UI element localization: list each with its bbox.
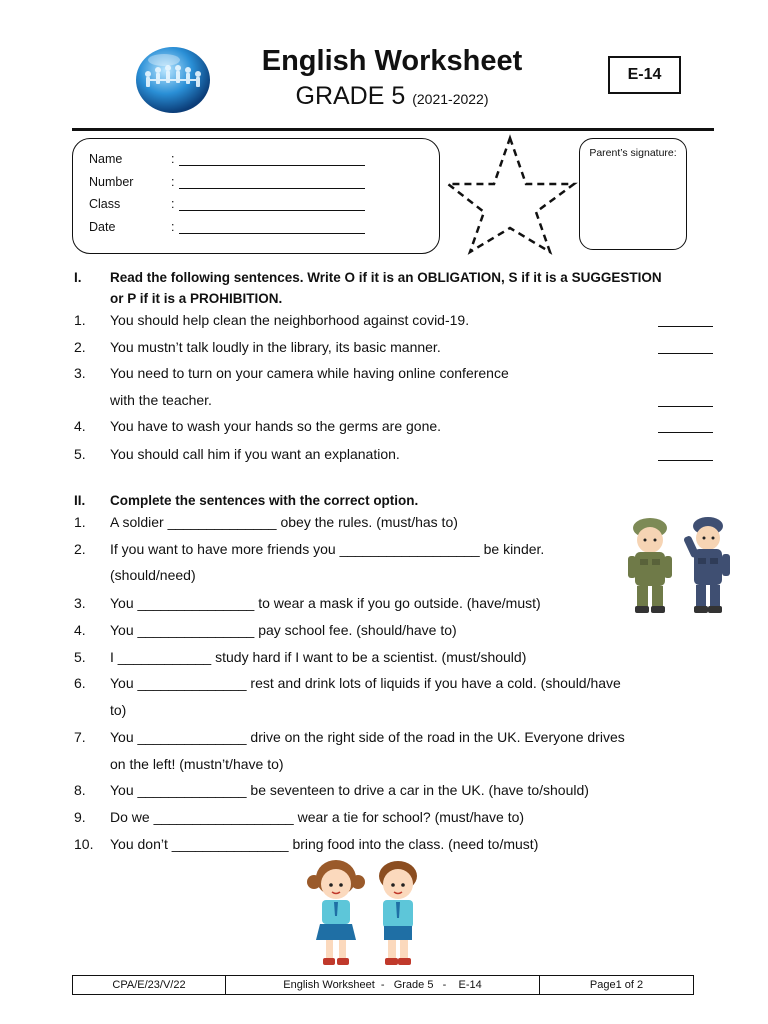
section-2-item-text: You don’t _______________ bring food into the class. (need to/must) (110, 836, 539, 852)
number-field[interactable] (179, 175, 365, 189)
students-illustration (300, 856, 432, 972)
section-2-item-text: You ______________ be seventeen to drive a car in the UK. (have to/should) (110, 782, 589, 798)
name-field[interactable] (179, 152, 365, 166)
section-2-instruction: Complete the sentences with the correct option. (110, 493, 419, 508)
answer-blank[interactable] (658, 353, 713, 354)
section-2-item-number: 1. (74, 514, 86, 530)
section-2-item-number: 4. (74, 622, 86, 638)
section-2-item-text: You ______________ rest and drink lots of liquids if you have a cold. (should/have (110, 675, 621, 691)
section-1-numeral: I. (74, 270, 82, 285)
signature-label: Parent’s signature: (589, 147, 677, 159)
section-2-item-text: You _______________ to wear a mask if you go outside. (have/must) (110, 595, 541, 611)
date-row: Date : (89, 217, 365, 237)
section-1-item-number: 4. (74, 418, 86, 434)
section-1-item-text: You need to turn on your camera while having online conference (110, 365, 509, 381)
section-2-item-number: 8. (74, 782, 86, 798)
class-row: Class : (89, 194, 365, 214)
grade-text: GRADE 5 (295, 82, 406, 110)
section-1-item-number: 1. (74, 312, 86, 328)
section-2-item-text: on the left! (mustn’t/have to) (110, 756, 284, 772)
section-2-item-text: to) (110, 702, 127, 718)
section-2-item-text: You ______________ drive on the right side of the road in the UK. Everyone drives (110, 729, 625, 745)
globe-people-logo (134, 44, 212, 116)
student-info-box (72, 138, 440, 254)
star-icon (446, 134, 578, 256)
section-1-item-number: 3. (74, 365, 86, 381)
worksheet-code-box: E-14 (608, 56, 681, 94)
section-2-item-number: 2. (74, 541, 86, 557)
page-footer (72, 975, 694, 995)
section-2-item-text: I ____________ study hard if I want to be a scientist. (must/should) (110, 649, 527, 665)
grade-label (232, 82, 552, 111)
header-divider (72, 128, 714, 131)
answer-blank[interactable] (658, 326, 713, 327)
section-2-item-number: 7. (74, 729, 86, 745)
section-2-item-text: You _______________ pay school fee. (should/have to) (110, 622, 457, 638)
footer-page: Page1 of 2 (589, 979, 644, 991)
answer-blank[interactable] (658, 460, 713, 461)
footer-ref: CPA/E/23/V/22 (73, 976, 226, 994)
date-label: Date (89, 220, 116, 234)
section-1-instruction: Read the following sentences. Write O if it is an OBLIGATION, S if it is a SUGGESTION or P if it is a PROHIBITION. (110, 270, 662, 306)
section-2-item-number: 9. (74, 809, 86, 825)
date-field[interactable] (179, 220, 365, 234)
number-row: Number : (89, 172, 365, 192)
class-field[interactable] (179, 197, 365, 211)
answer-blank[interactable] (658, 432, 713, 433)
worksheet-title: English Worksheet (261, 45, 523, 77)
section-2-item-number: 10. (74, 836, 94, 852)
soldiers-illustration (620, 514, 738, 620)
section-2-item-number: 6. (74, 675, 86, 691)
number-label: Number (89, 175, 134, 189)
name-row: Name : (89, 149, 365, 169)
class-label: Class (89, 197, 121, 211)
section-2-item-text: If you want to have more friends you __________________ be kinder. (110, 541, 545, 557)
section-2-item-text: Do we __________________ wear a tie for school? (must/have to) (110, 809, 525, 825)
section-2-item-number: 3. (74, 595, 86, 611)
section-1-item-text: You should call him if you want an explanation. (110, 446, 400, 462)
section-1-item-number: 5. (74, 446, 86, 462)
section-2-item-number: 5. (74, 649, 86, 665)
parent-signature-box[interactable] (579, 138, 687, 250)
answer-blank[interactable] (658, 406, 713, 407)
section-2-item-text: (should/need) (110, 567, 196, 583)
footer-title: English Worksheet - Grade 5 - E-14 (226, 976, 540, 994)
section-1-item-number: 2. (74, 339, 86, 355)
section-2-item-text: A soldier ______________ obey the rules. (must/has to) (110, 514, 458, 530)
section-1-item-text: You mustn’t talk loudly in the library, its basic manner. (110, 339, 441, 355)
section-1-item-text: You have to wash your hands so the germs are gone. (110, 418, 442, 434)
section-1-item-text: You should help clean the neighborhood against covid-19. (110, 312, 470, 328)
section-1-item-text: with the teacher. (110, 392, 212, 408)
school-year: (2021-2022) (412, 91, 489, 107)
section-2-numeral: II. (74, 493, 86, 508)
name-label: Name (89, 152, 123, 166)
